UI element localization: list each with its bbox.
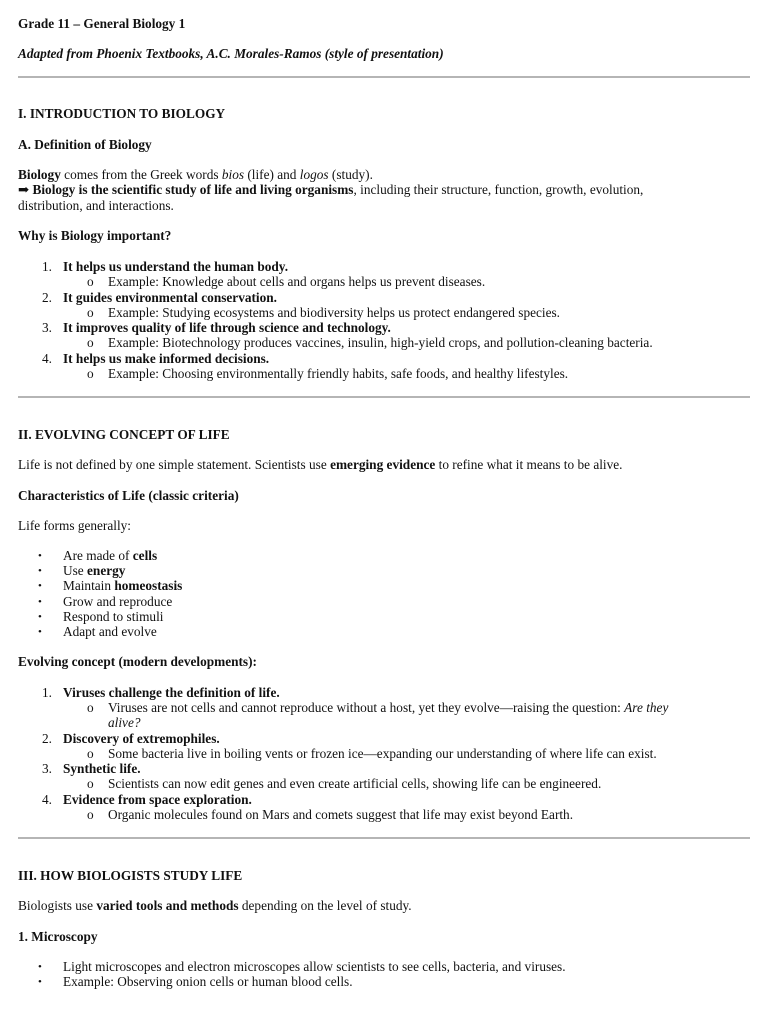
sub-marker-icon: o [87, 366, 94, 381]
list-number: 2. [42, 290, 52, 305]
definition-bios: bios [221, 167, 245, 182]
list-item-example: Example: Knowledge about cells and organs helps us prevent diseases. [108, 274, 486, 289]
list-number: 1. [42, 259, 52, 274]
definition-text: comes from the Greek words [60, 167, 222, 182]
subsection-heading: A. Definition of Biology [18, 137, 152, 152]
list-item-bold: homeostasis [114, 578, 183, 593]
list-item-detail-continuation: alive? [108, 715, 141, 730]
list-item-detail: Scientists can now edit genes and even create artificial cells, showing life can be engineered. [108, 776, 602, 791]
definition-statement [18, 182, 643, 197]
intro-text: Life is not defined by one simple statement. Scientists use [18, 457, 331, 472]
sub-marker-icon: o [87, 335, 94, 350]
list-number: 2. [42, 731, 52, 746]
list-item-detail [108, 700, 668, 715]
sub-marker-icon: o [87, 746, 94, 761]
list-item-example: Example: Biotechnology produces vaccines, insulin, high-yield crops, and pollution-cleaning bacteria. [108, 335, 653, 350]
list-item-text: Maintain [63, 578, 115, 593]
list-item-title: It improves quality of life through science and technology. [63, 320, 391, 335]
definition-rest: , including their structure, function, growth, evolution, [353, 182, 644, 197]
intro-bold: varied tools and methods [96, 898, 239, 913]
list-number: 3. [42, 761, 52, 776]
divider [18, 837, 750, 839]
bullet-icon: • [38, 611, 42, 623]
list-item-example: Example: Choosing environmentally friendly habits, safe foods, and healthy lifestyles. [108, 366, 569, 381]
list-item-title: Evidence from space exploration. [63, 792, 252, 807]
section-heading: II. EVOLVING CONCEPT OF LIFE [18, 427, 230, 442]
list-number: 4. [42, 792, 52, 807]
list-item-title: It guides environmental conservation. [63, 290, 277, 305]
list-item-detail: Organic molecules found on Mars and comets suggest that life may exist beyond Earth. [108, 807, 574, 822]
list-number: 4. [42, 351, 52, 366]
list-item-text: Use [63, 563, 88, 578]
list-item-detail: Some bacteria live in boiling vents or frozen ice—expanding our understanding of where life can exist. [108, 746, 657, 761]
list-item-bold: energy [87, 563, 126, 578]
bullet-icon: • [38, 580, 42, 592]
bullet-icon: • [38, 565, 42, 577]
detail-text: Viruses are not cells and cannot reproduce without a host, yet they evolve—raising the question: [108, 700, 625, 715]
sub-marker-icon: o [87, 776, 94, 791]
intro-text: to refine what it means to be alive. [435, 457, 623, 472]
arrow-icon: ➡ [18, 182, 30, 197]
list-item-title: It helps us understand the human body. [63, 259, 289, 274]
list-number: 1. [42, 685, 52, 700]
section-heading: III. HOW BIOLOGISTS STUDY LIFE [18, 868, 243, 883]
list-item [63, 563, 125, 578]
definition-text: (life) and [244, 167, 300, 182]
document-title: Grade 11 – General Biology 1 [18, 16, 186, 31]
bullet-icon: • [38, 976, 42, 988]
subsection-heading: 1. Microscopy [18, 929, 98, 944]
definition-line [18, 167, 373, 182]
intro-text: depending on the level of study. [238, 898, 412, 913]
list-item-title: Discovery of extremophiles. [63, 731, 220, 746]
definition-continuation: distribution, and interactions. [18, 198, 174, 213]
list-item [63, 578, 182, 593]
sub-marker-icon: o [87, 700, 94, 715]
list-item: Respond to stimuli [63, 609, 164, 624]
definition-logos: logos [299, 167, 329, 182]
source-note: Adapted from Phoenix Textbooks, A.C. Morales-Ramos (style of presentation) [18, 46, 444, 61]
divider [18, 396, 750, 398]
subsection-heading: Evolving concept (modern developments): [18, 654, 257, 669]
list-item: Light microscopes and electron microscopes allow scientists to see cells, bacteria, and viruses. [63, 959, 566, 974]
list-item-text: Are made of [63, 548, 133, 563]
intro-bold: emerging evidence [330, 457, 436, 472]
bullet-icon: • [38, 550, 42, 562]
bullet-icon: • [38, 961, 42, 973]
paragraph: Life forms generally: [18, 518, 131, 533]
sub-marker-icon: o [87, 807, 94, 822]
list-item-title: Synthetic life. [63, 761, 141, 776]
list-item: Example: Observing onion cells or human blood cells. [63, 974, 353, 989]
list-item-title: It helps us make informed decisions. [63, 351, 270, 366]
section-intro [18, 457, 623, 472]
bullet-icon: • [38, 596, 42, 608]
section-heading: I. INTRODUCTION TO BIOLOGY [18, 106, 226, 121]
bullet-icon: • [38, 626, 42, 638]
section-intro [18, 898, 412, 913]
list-item-bold: cells [132, 548, 158, 563]
list-item-title: Viruses challenge the definition of life. [63, 685, 280, 700]
list-number: 3. [42, 320, 52, 335]
list-item: Grow and reproduce [63, 594, 173, 609]
list-item: Adapt and evolve [63, 624, 157, 639]
definition-term: Biology [18, 167, 61, 182]
definition-text: (study). [328, 167, 373, 182]
definition-bold: Biology is the scientific study of life and living organisms [29, 182, 354, 197]
sub-marker-icon: o [87, 305, 94, 320]
sub-marker-icon: o [87, 274, 94, 289]
why-heading: Why is Biology important? [18, 228, 172, 243]
list-item [63, 548, 157, 563]
intro-text: Biologists use [18, 898, 97, 913]
list-item-example: Example: Studying ecosystems and biodiversity helps us protect endangered species. [108, 305, 560, 320]
subsection-heading: Characteristics of Life (classic criteria) [18, 488, 239, 503]
detail-italic: Are they [624, 700, 669, 715]
divider [18, 76, 750, 78]
